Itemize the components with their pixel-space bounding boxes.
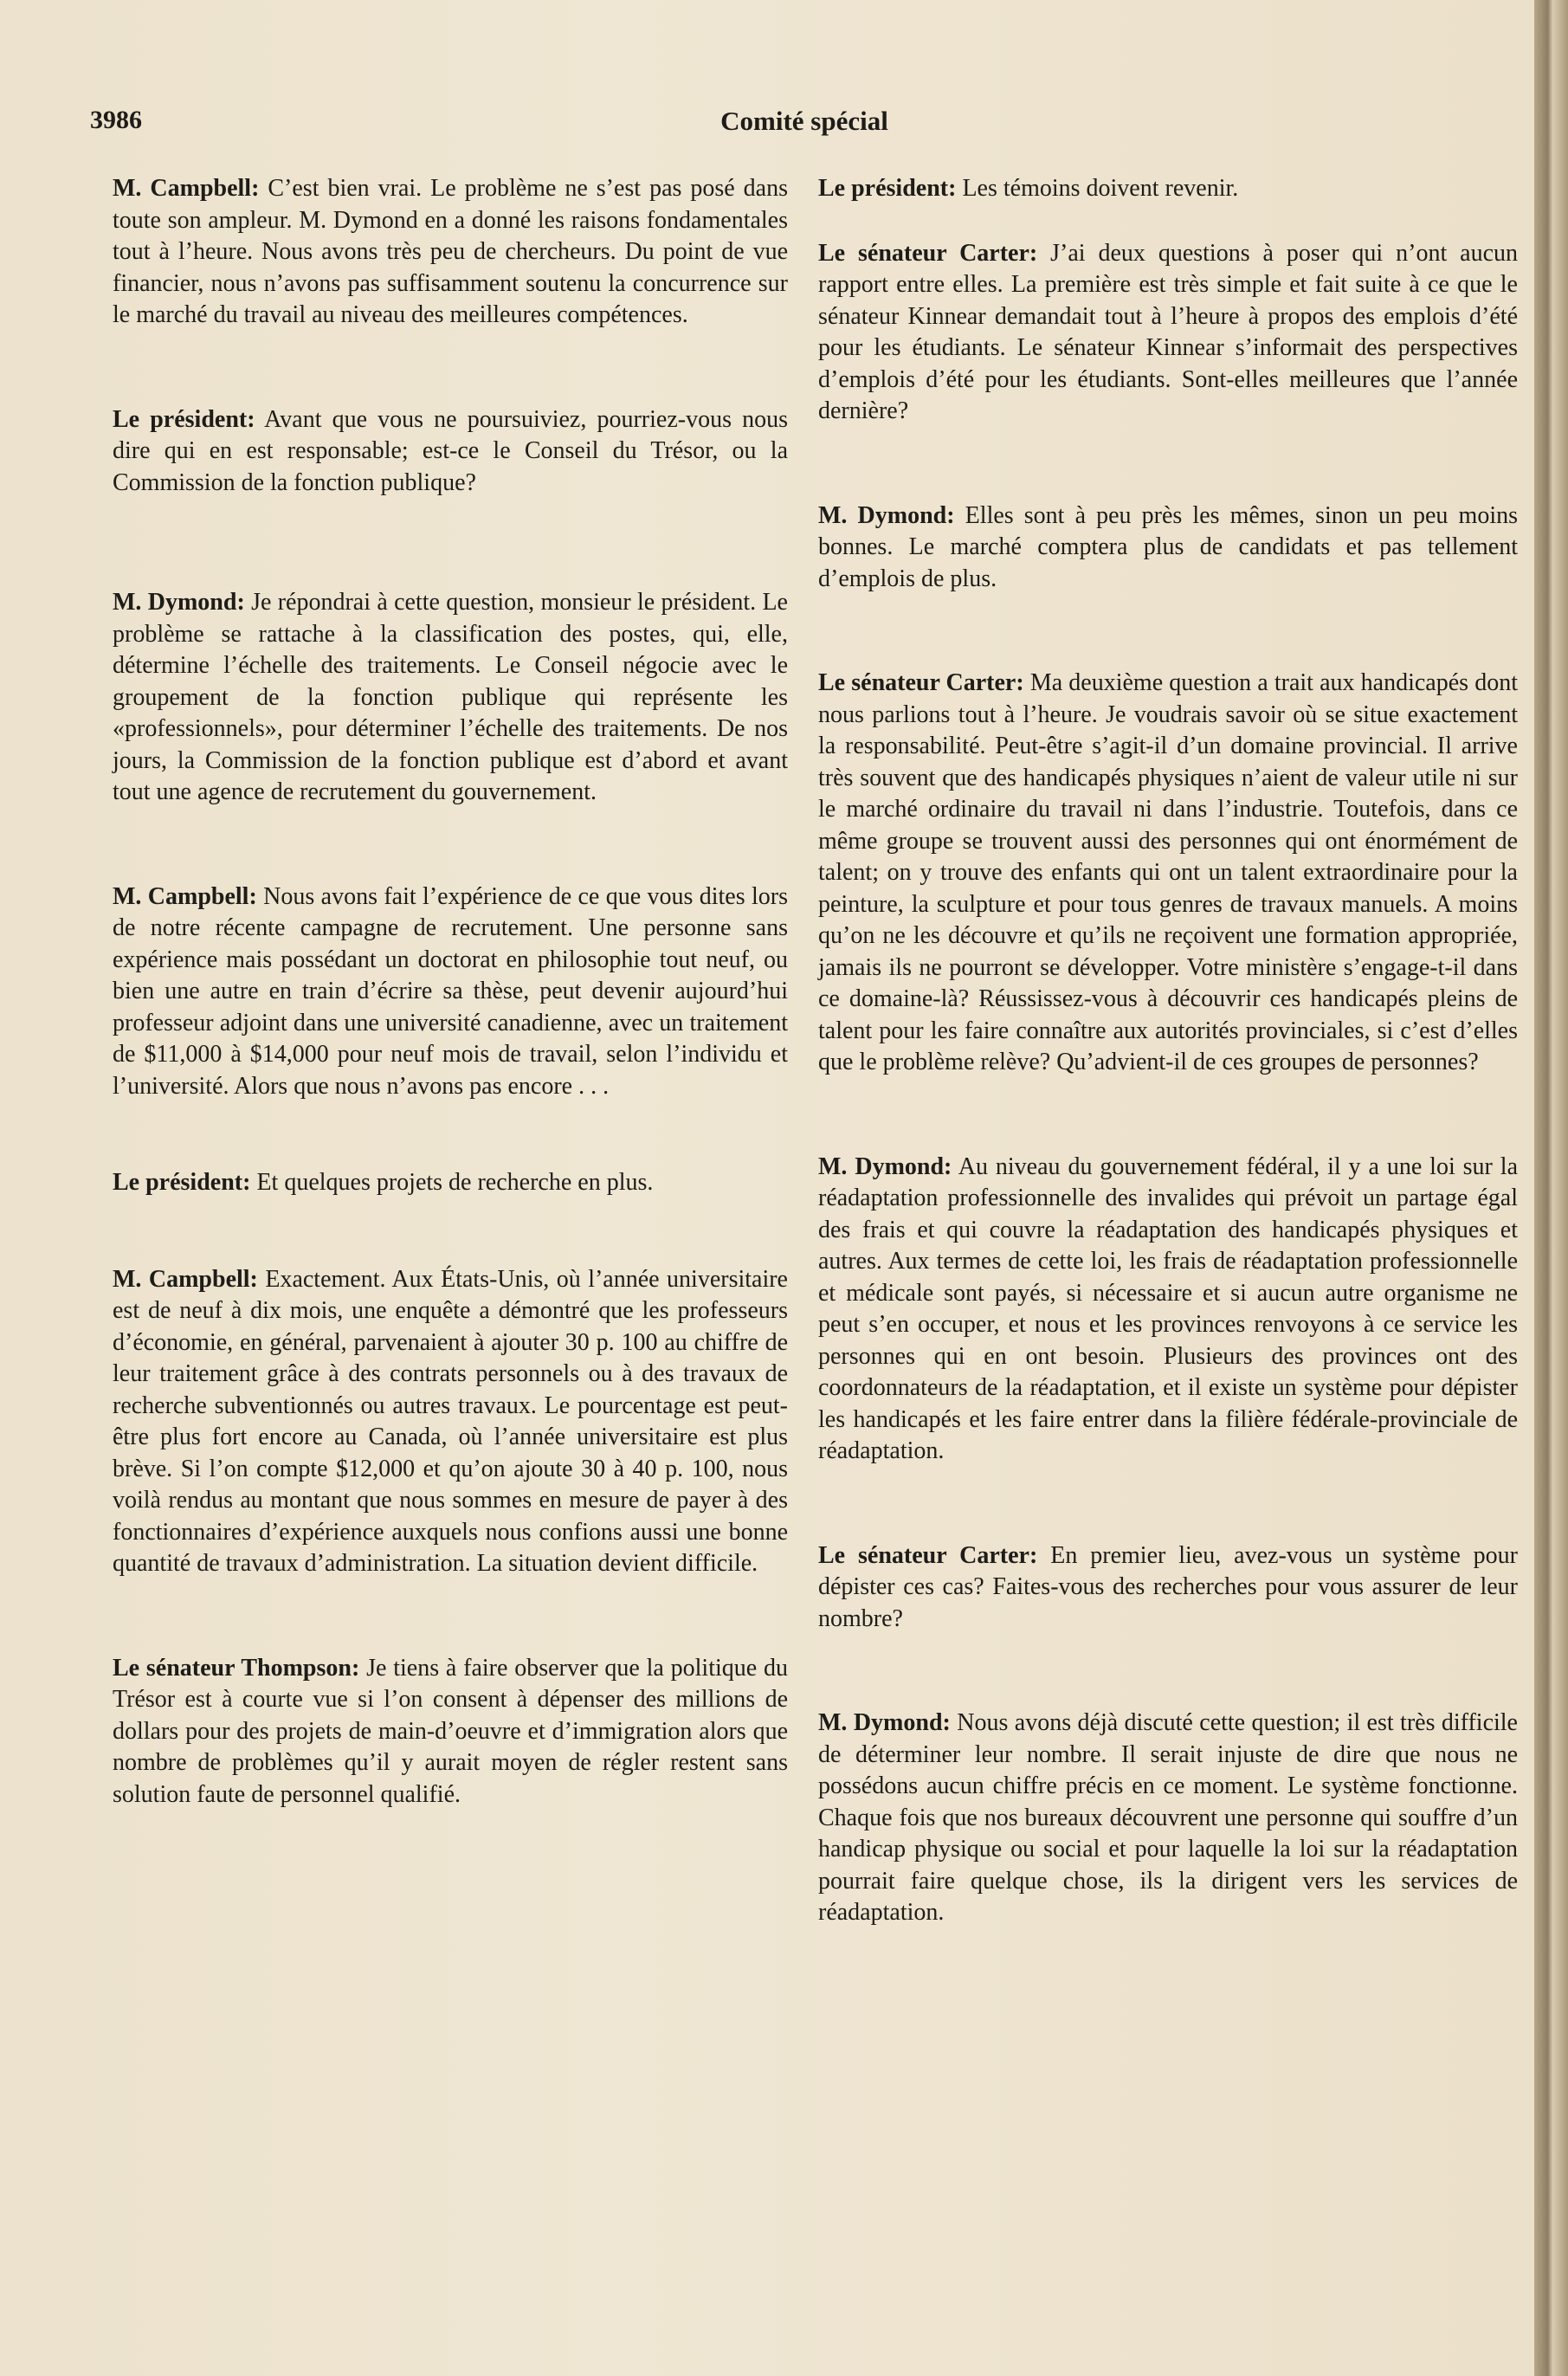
speech-text: J’ai deux questions à poser qui n’ont aucun rapport entre elles. La première est très simple et fait suite à ce que le sénateur Kinnear demandait tout à l’heure à propos des emplois d’été pour les étudiants. Le sénateur Kinnear s’informait des perspectives d’emplois d’été pour les étudiants. Sont-elles meilleures que l’année dernière?: [818, 239, 1518, 424]
speech-paragraph: [818, 1708, 1518, 1929]
page-header: [90, 106, 1519, 151]
speech-text: Avant que vous ne poursuiviez, pourriez-vous nous dire qui en est responsable; est-ce le Conseil du Trésor, ou la Commission de la fonction publique?: [113, 405, 789, 496]
speech-text: Je répondrai à cette question, monsieur le président. Le problème se rattache à la classification des postes, qui, elle, détermine l’échelle des traitements. Le Conseil négocie avec le groupement de la fonction publique qui représente les «professionnels», pour déterminer l’échelle des traitements. De nos jours, la Commission de la fonction publique est d’abord et avant tout une agence de recrutement du gouvernement.: [113, 589, 788, 805]
speaker-name: Le sénateur Carter:: [818, 239, 1038, 267]
speech-paragraph: [113, 881, 788, 1103]
speech-paragraph: [113, 1167, 788, 1199]
book-spine-edge: [1534, 0, 1568, 2376]
speaker-name: M. Dymond:: [113, 589, 245, 616]
speech-paragraph: [818, 1540, 1518, 1636]
speech-paragraph: [113, 587, 788, 809]
speech-text: Je tiens à faire observer que la politique du Trésor est à courte vue si l’on consent à dépenser des millions de dollars pour des projets de main-d’oeuvre et d’immigration alors que nombre de problèmes qu’il y aurait moyen de régler restent sans solution faute de personnel qualifié.: [113, 1654, 788, 1808]
speech-text: En premier lieu, avez-vous un système pour dépister ces cas? Faites-vous des recherches pour vous assurer de leur nombre?: [818, 1541, 1519, 1632]
speaker-name: M. Campbell:: [113, 1265, 258, 1293]
speaker-name: Le sénateur Thompson:: [113, 1654, 360, 1682]
speaker-name: M. Dymond:: [818, 1152, 952, 1180]
speaker-name: M. Dymond:: [818, 501, 955, 529]
speech-paragraph: [113, 1264, 788, 1580]
speech-paragraph: [818, 500, 1518, 596]
left-column: [113, 173, 788, 1811]
page-number: 3986: [90, 106, 142, 134]
speech-paragraph: [818, 668, 1518, 1079]
speaker-name: M. Dymond:: [818, 1709, 951, 1736]
speech-paragraph: [818, 1152, 1518, 1468]
speaker-name: Le président:: [113, 1169, 251, 1196]
speech-paragraph: [113, 404, 788, 500]
speech-text: Elles sont à peu près les mêmes, sinon un peu moins bonnes. Le marché comptera plus de candidats et pas tellement d’emplois de plus.: [818, 501, 1518, 592]
speech-text: Nous avons déjà discuté cette question; il est très difficile de déterminer leur nombre. Il serait injuste de dire que nous ne possédons aucun chiffre précis en ce moment. Le système fonctionne. Chaque fois que nos bureaux découvrent une personne qui souffre d’un handicap physique ou social et pour laquelle la loi sur la réadaptation pourrait faire quelque chose, ils la dirigent vers les services de réadaptation.: [818, 1709, 1518, 1926]
speech-text: Et quelques projets de recherche en plus.: [250, 1169, 654, 1196]
speech-paragraph: [818, 238, 1518, 428]
speaker-name: Le président:: [818, 175, 957, 202]
speech-text: Au niveau du gouvernement fédéral, il y a une loi sur la réadaptation professionnelle des invalides qui prévoit un partage égal des frais et qui couvre la réadaptation des handicapés physiques et autres. Aux termes de cette loi, les frais de réadaptation professionnelle et médicale sont payés, si nécessaire et si aucun autre organisme ne peut s’en occuper, et nous et les provinces renvoyons à ce service les personnes qui en ont besoin. Plusieurs des provinces ont des coordonnateurs de la réadaptation, et il existe un système pour dépister les handicapés et les faire entrer dans la filière fédérale-provinciale de réadaptation.: [818, 1152, 1518, 1464]
speaker-name: Le sénateur Carter:: [818, 1541, 1038, 1569]
speaker-name: Le président:: [113, 405, 255, 433]
speech-text: Ma deuxième question a trait aux handicapés dont nous parlions tout à l’heure. Je voudrais savoir où se situe exactement la responsabilité. Peut-être s’agit-il d’un domaine provincial. Il arrive très souvent que des handicapés physiques n’aient de valeur utile ni sur le marché ordinaire du travail ni dans l’industrie. Toutefois, dans ce même groupe se trouvent aussi des personnes qui ont énormément de talent; on y trouve des enfants qui ont un talent extraordinaire pour la peinture, la sculpture et pour tous genres de travaux manuels. A moins qu’on ne les découvre et qu’ils ne reçoivent une formation appropriée, jamais ils ne pourront se développer. Votre ministère s’engage-t-il dans ce domaine-là? Réussissez-vous à découvrir ces handicapés pleins de talent pour les faire connaître aux autorités provinciales, si c’est d’elles que le problème relève? Qu’advient-il de ces groupes de personnes?: [818, 669, 1518, 1075]
speaker-name: M. Campbell:: [113, 175, 260, 202]
running-title: Comité spécial: [720, 106, 888, 136]
speech-text: Nous avons fait l’expérience de ce que vous dites lors de notre récente campagne de recrutement. Une personne sans expérience mais possédant un doctorat en philosophie tout neuf, ou bien une autre en train d’écrire sa thèse, peut devenir aujourd’hui professeur adjoint dans une université canadienne, avec un traitement de $11,000 à $14,000 pour neuf mois de travail, selon l’individu et l’université. Alors que nous n’avons pas encore . . .: [113, 882, 788, 1100]
right-column: [818, 173, 1518, 1929]
speech-paragraph: [113, 1653, 788, 1811]
speech-paragraph: [818, 173, 1518, 205]
speech-text: C’est bien vrai. Le problème ne s’est pas posé dans toute son ampleur. M. Dymond en a donné les raisons fondamentales tout à l’heure. Nous avons très peu de chercheurs. Du point de vue financier, nous n’avons pas suffisamment soutenu la concurrence sur le marché du travail au niveau des meilleures compétences.: [113, 175, 788, 328]
speaker-name: M. Campbell:: [113, 882, 257, 910]
speech-paragraph: [113, 173, 788, 332]
speech-text: Les témoins doivent revenir.: [956, 175, 1239, 202]
speech-text: Exactement. Aux États-Unis, où l’année universitaire est de neuf à dix mois, une enquête a démontré que les professeurs d’économie, en général, parvenaient à ajouter 30 p. 100 au chiffre de leur traitement grâce à des contrats personnels ou à des travaux de recherche subventionnés ou autres travaux. Le pourcentage est peut-être plus fort encore au Canada, où l’année universitaire est plus brève. Si l’on compte $12,000 et qu’on ajoute 30 à 40 p. 100, nous voilà rendus au montant que nous sommes en mesure de payer à des fonctionnaires d’expérience auxquels nous confions aussi une bonne quantité de travaux d’administration. La situation devient difficile.: [113, 1265, 788, 1577]
speaker-name: Le sénateur Carter:: [818, 669, 1024, 696]
